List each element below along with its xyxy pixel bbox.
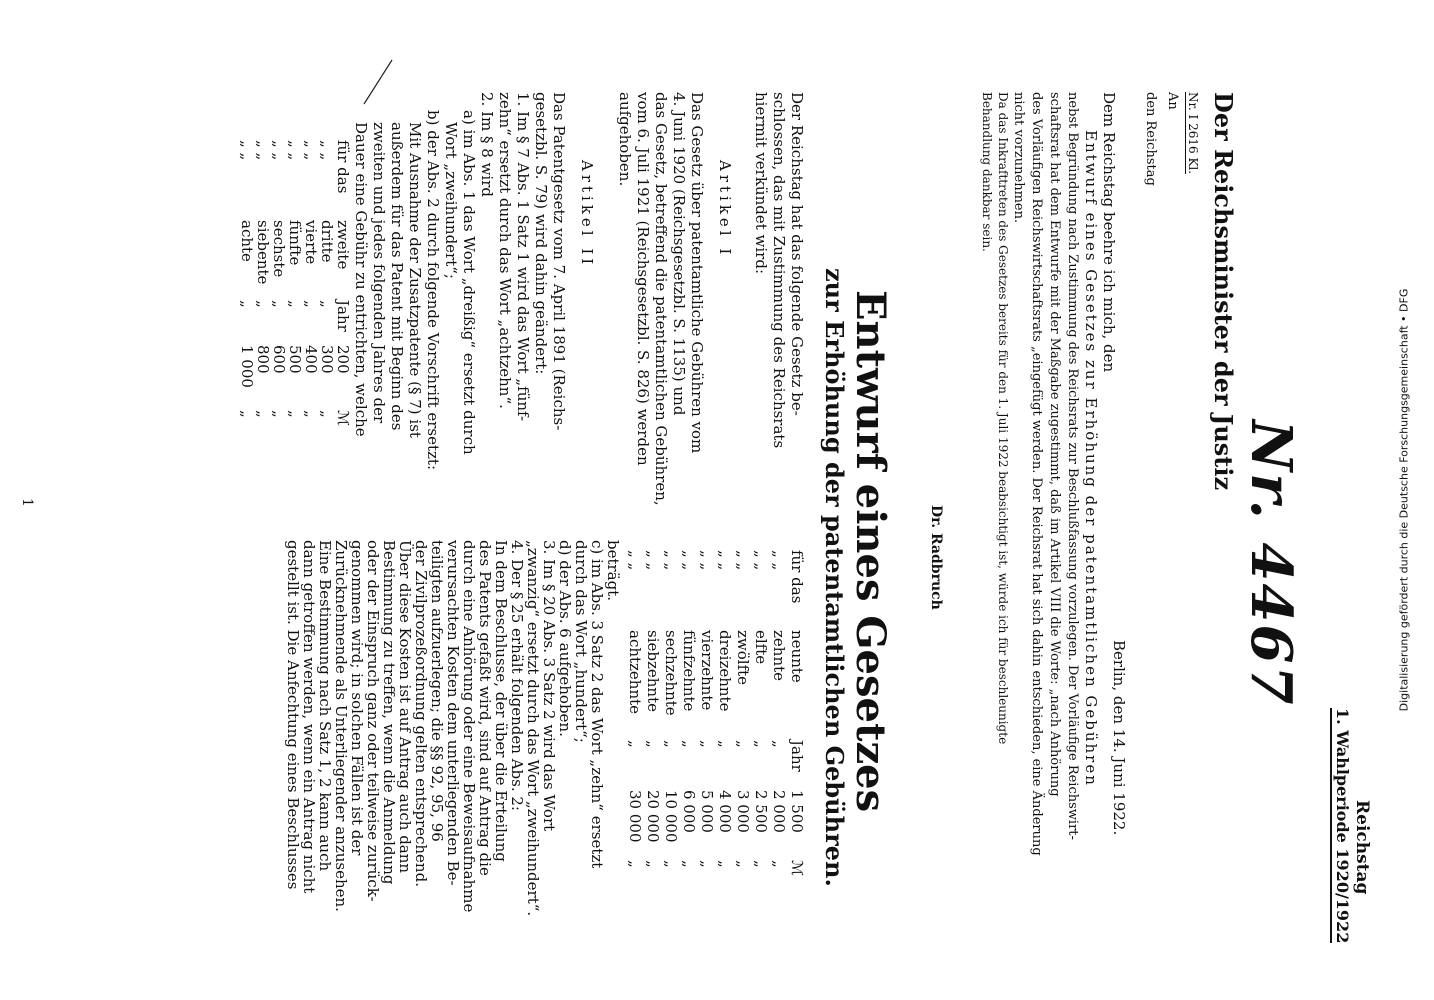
article-line: In dem Beschlusse, der über die Erteilung — [492, 540, 510, 862]
fee-prefix: „ „ — [254, 140, 272, 161]
letter-line: Da das Inkrafttreten des Gesetzes bereits für den 1. Juli 1922 beabsichtigt ist, würde ich für beschleunigte — [996, 92, 1010, 745]
article-line: b) der Abs. 2 durch folgende Vorschrift ersetzt: — [424, 110, 442, 471]
article-line: gesetzbl. S. 79) wird dahin geändert: — [532, 92, 550, 375]
wahlperiode-label: 1. Wahlperiode 1920/1922 — [1330, 708, 1352, 943]
fee-ordinal: vierte — [302, 220, 320, 265]
article-line: 4. Der § 25 erhält folgenden Abs. 2: — [508, 540, 526, 811]
fee-prefix: „ „ — [680, 550, 698, 571]
fee-amount: 200 — [334, 345, 352, 374]
sender-title: Der Reichsminister der Justiz — [1209, 92, 1238, 491]
article-line: aufgehoben. — [616, 92, 634, 187]
place-date: Berlin, den 14. Juni 1922. — [1110, 640, 1128, 836]
fee-amount: 10 000 — [662, 790, 680, 843]
letter-line: Entwurf eines Gesetzes zur Erhöhung der patentamtlichen Gebühren — [1082, 130, 1100, 787]
fee-year: „ — [238, 300, 256, 308]
fee-amount: 4 000 — [716, 790, 734, 833]
fee-ordinal: dreizehnte — [716, 630, 734, 712]
fee-prefix: „ „ — [318, 140, 336, 161]
page-number: 1 — [19, 498, 35, 507]
fee-amount: 1 500 — [788, 790, 806, 833]
article-line: verursachten Kosten dem unterliegenden Be- — [444, 540, 462, 886]
article-line: Wort „zweihundert“; — [442, 122, 460, 279]
fee-year: „ — [270, 300, 288, 308]
fee-year: „ — [318, 300, 336, 308]
article-line: beträgt. — [604, 540, 622, 602]
article-heading: Artikel I — [716, 160, 734, 259]
fee-amount: 800 — [254, 345, 272, 374]
fee-ordinal: fünfzehnte — [680, 630, 698, 712]
fee-unit: „ — [734, 860, 752, 868]
fee-prefix: „ „ — [770, 550, 788, 571]
fee-amount: 1 000 — [238, 345, 256, 388]
fee-year: Jahr — [788, 740, 806, 772]
fee-year: „ — [626, 740, 644, 748]
fee-ordinal: vierzehnte — [698, 630, 716, 711]
article-line: Das Patentgesetz vom 7. April 1891 (Reichs- — [550, 92, 568, 431]
intro-line: Der Reichstag hat das folgende Gesetz be- — [788, 92, 806, 416]
fee-unit: „ — [286, 410, 304, 418]
article-line: 1. Im § 7 Abs. 1 Satz 1 wird das Wort „fünf- — [514, 92, 532, 422]
fee-ordinal: dritte — [318, 220, 336, 263]
fee-year: „ — [698, 740, 716, 748]
fee-year: „ — [680, 740, 698, 748]
fee-prefix: für das — [334, 140, 352, 194]
fee-year: „ — [662, 740, 680, 748]
fee-prefix: „ „ — [752, 550, 770, 571]
letter-line: des Vorläufigen Reichswirtschaftsrats „eingefügt werden. Der Reichsrat hat sich dahin entschieden, eine Änderung — [1029, 92, 1044, 856]
fee-ordinal: neunte — [788, 630, 806, 683]
fee-year: „ — [302, 300, 320, 308]
article-line: Bestimmung zu treffen, wenn die Anmeldung — [380, 540, 398, 885]
article-line: vom 6. Juli 1921 (Reichsgesetzbl. S. 826) werden — [634, 92, 652, 466]
article-line: a) im Abs. 1 das Wort „dreißig“ ersetzt durch — [460, 110, 478, 455]
fee-amount: 20 000 — [644, 790, 662, 843]
article-line: genommen wird; in solchen Fällen ist der — [348, 540, 366, 856]
article-line: oder der Einspruch ganz oder teilweise zurück- — [364, 540, 382, 902]
fee-unit: „ — [644, 860, 662, 868]
article-line: Dauer eine Gebühr zu entrichten, welche — [352, 122, 370, 437]
article-line: durch eine Anhörung oder eine Beweisaufnahme — [460, 540, 478, 913]
fee-ordinal: elfte — [752, 630, 770, 665]
document-number: Nr. 4467 — [1238, 420, 1304, 707]
fee-ordinal: sechzehnte — [662, 630, 680, 716]
fee-unit: „ — [318, 410, 336, 418]
fee-unit: „ — [698, 860, 716, 868]
fee-prefix: „ „ — [302, 140, 320, 161]
article-line: zehn“ ersetzt durch das Wort „achtzehn“. — [496, 92, 514, 409]
article-line: „zwanzig“ ersetzt durch das Wort „zweihundert“. — [524, 540, 542, 917]
fee-amount: 3 000 — [734, 790, 752, 833]
fee-amount: 2 000 — [770, 790, 788, 833]
article-line: Eine Bestimmung nach Satz 1, 2 kann auch — [316, 540, 334, 872]
fee-amount: 6 000 — [680, 790, 698, 833]
fee-amount: 500 — [286, 345, 304, 374]
fee-unit: ℳ — [334, 410, 352, 427]
article-line: d) der Abs. 6 aufgehoben. — [556, 540, 574, 737]
fee-prefix: für das — [788, 550, 806, 604]
fee-unit: „ — [662, 860, 680, 868]
article-line: teiligten aufzuerlegen; die §§ 92, 95, 96 — [428, 540, 446, 842]
fee-amount: 30 000 — [626, 790, 644, 843]
fee-prefix: „ „ — [698, 550, 716, 571]
fee-year: „ — [644, 740, 662, 748]
fee-amount: 600 — [270, 345, 288, 374]
letter-line: Behandlung dankbar sein. — [980, 92, 994, 252]
fee-unit: „ — [270, 410, 288, 418]
article-line: Das Gesetz über patentamtliche Gebühren vom — [688, 92, 706, 454]
article-line: durch das Wort „hundert“; — [572, 540, 590, 743]
intro-line: hiermit verkündet wird: — [752, 92, 770, 274]
address-recipient: den Reichstag — [1143, 92, 1158, 186]
fee-ordinal: zweite — [334, 220, 352, 270]
fee-unit: „ — [752, 860, 770, 868]
fee-amount: 300 — [318, 345, 336, 374]
fee-prefix: „ „ — [238, 140, 256, 161]
article-line: 2. Im § 8 wird — [478, 92, 496, 197]
fee-ordinal: sechste — [270, 220, 288, 278]
article-line: Über diese Kosten ist auf Antrag auch dann — [396, 540, 414, 874]
law-title: Entwurf eines Gesetzes — [847, 290, 894, 813]
fee-year: Jahr — [334, 300, 352, 332]
fee-year: „ — [716, 740, 734, 748]
fee-prefix: „ „ — [734, 550, 752, 571]
fee-prefix: „ „ — [662, 550, 680, 571]
fee-unit: „ — [254, 410, 272, 418]
article-line: 4. Juni 1920 (Reichsgesetzbl. S. 1135) und — [670, 92, 688, 416]
fee-unit: „ — [770, 860, 788, 868]
fee-ordinal: zwölfte — [734, 630, 752, 686]
fee-unit: „ — [626, 860, 644, 868]
letter-line: Dem Reichstag beehre ich mich, den — [1100, 92, 1118, 373]
article-line: zweiten und jedes folgenden Jahres der — [370, 122, 388, 424]
fee-unit: „ — [302, 410, 320, 418]
fee-unit: „ — [238, 410, 256, 418]
fee-ordinal: fünfte — [286, 220, 304, 266]
law-subtitle: zur Erhöhung der patentamtlichen Gebühren. — [820, 268, 849, 887]
intro-line: schlossen, das mit Zustimmung des Reichsrats — [770, 92, 788, 449]
fee-unit: „ — [716, 860, 734, 868]
fee-ordinal: achte — [238, 220, 256, 262]
fee-prefix: „ „ — [270, 140, 288, 161]
article-line: das Gesetz, betreffend die patentamtlichen Gebühren, — [652, 92, 670, 506]
fee-year: „ — [734, 740, 752, 748]
signature: Dr. Radbruch — [928, 505, 944, 610]
reichstag-heading: Reichstag — [1352, 800, 1372, 895]
address-an: An — [1165, 92, 1180, 110]
fee-ordinal: siebzehnte — [644, 630, 662, 712]
article-line: gestellt ist. Die Anfechtung eines Beschlusses — [284, 540, 302, 890]
article-line: 3. Im § 20 Abs. 3 Satz 2 wird das Wort — [540, 540, 558, 832]
fee-ordinal: siebente — [254, 220, 272, 285]
fee-year: „ — [254, 300, 272, 308]
fee-amount: 5 000 — [698, 790, 716, 833]
fee-unit: „ — [680, 860, 698, 868]
fee-prefix: „ „ — [286, 140, 304, 161]
reference-number: Nr. I 2616 Kl. — [1186, 92, 1200, 175]
fee-year: „ — [770, 740, 788, 748]
digitization-note-text: Digitalisierung gefördert durch die Deutsche Forschungsgemeinschaft • DFG — [1397, 288, 1411, 712]
letter-line: nebst Begründung nach Zustimmung des Reichsrats zur Beschlußfassung vorzulegen. Der Vorläufige Reichswirt- — [1065, 92, 1080, 840]
fee-ordinal: zehnte — [770, 630, 788, 682]
article-line: dann getroffen werden, wenn ein Antrag nicht — [300, 540, 318, 894]
fee-ordinal: achtzehnte — [626, 630, 644, 715]
fee-amount: 2 500 — [752, 790, 770, 833]
article-line: c) im Abs. 3 Satz 2 das Wort „zehn“ ersetzt — [588, 540, 606, 869]
fee-year: „ — [752, 740, 770, 748]
fee-prefix: „ „ — [644, 550, 662, 571]
article-line: des Patents gefaßt wird, sind auf Antrag die — [476, 540, 494, 876]
fee-prefix: „ „ — [626, 550, 644, 571]
fee-year: „ — [286, 300, 304, 308]
article-heading: Artikel II — [578, 160, 596, 269]
letter-line: schaftsrat hat dem Entwurfe mit der Maßgabe zugestimmt, daß im Artikel VIII die Worte: „nach Anhörung — [1047, 92, 1062, 797]
article-line: außerdem für das Patent mit Beginn des — [388, 122, 406, 431]
article-line: Zurücknehmende als Unterliegender anzusehen. — [332, 540, 350, 912]
fee-amount: 400 — [302, 345, 320, 374]
fee-prefix: „ „ — [716, 550, 734, 571]
fee-unit: ℳ — [788, 860, 806, 877]
article-line: Mit Ausnahme der Zusatzpatente (§ 7) ist — [406, 122, 424, 438]
letter-line: nicht vorzunehmen. — [1011, 92, 1026, 224]
article-line: der Zivilprozeßordnung gelten entsprechend. — [412, 540, 430, 887]
